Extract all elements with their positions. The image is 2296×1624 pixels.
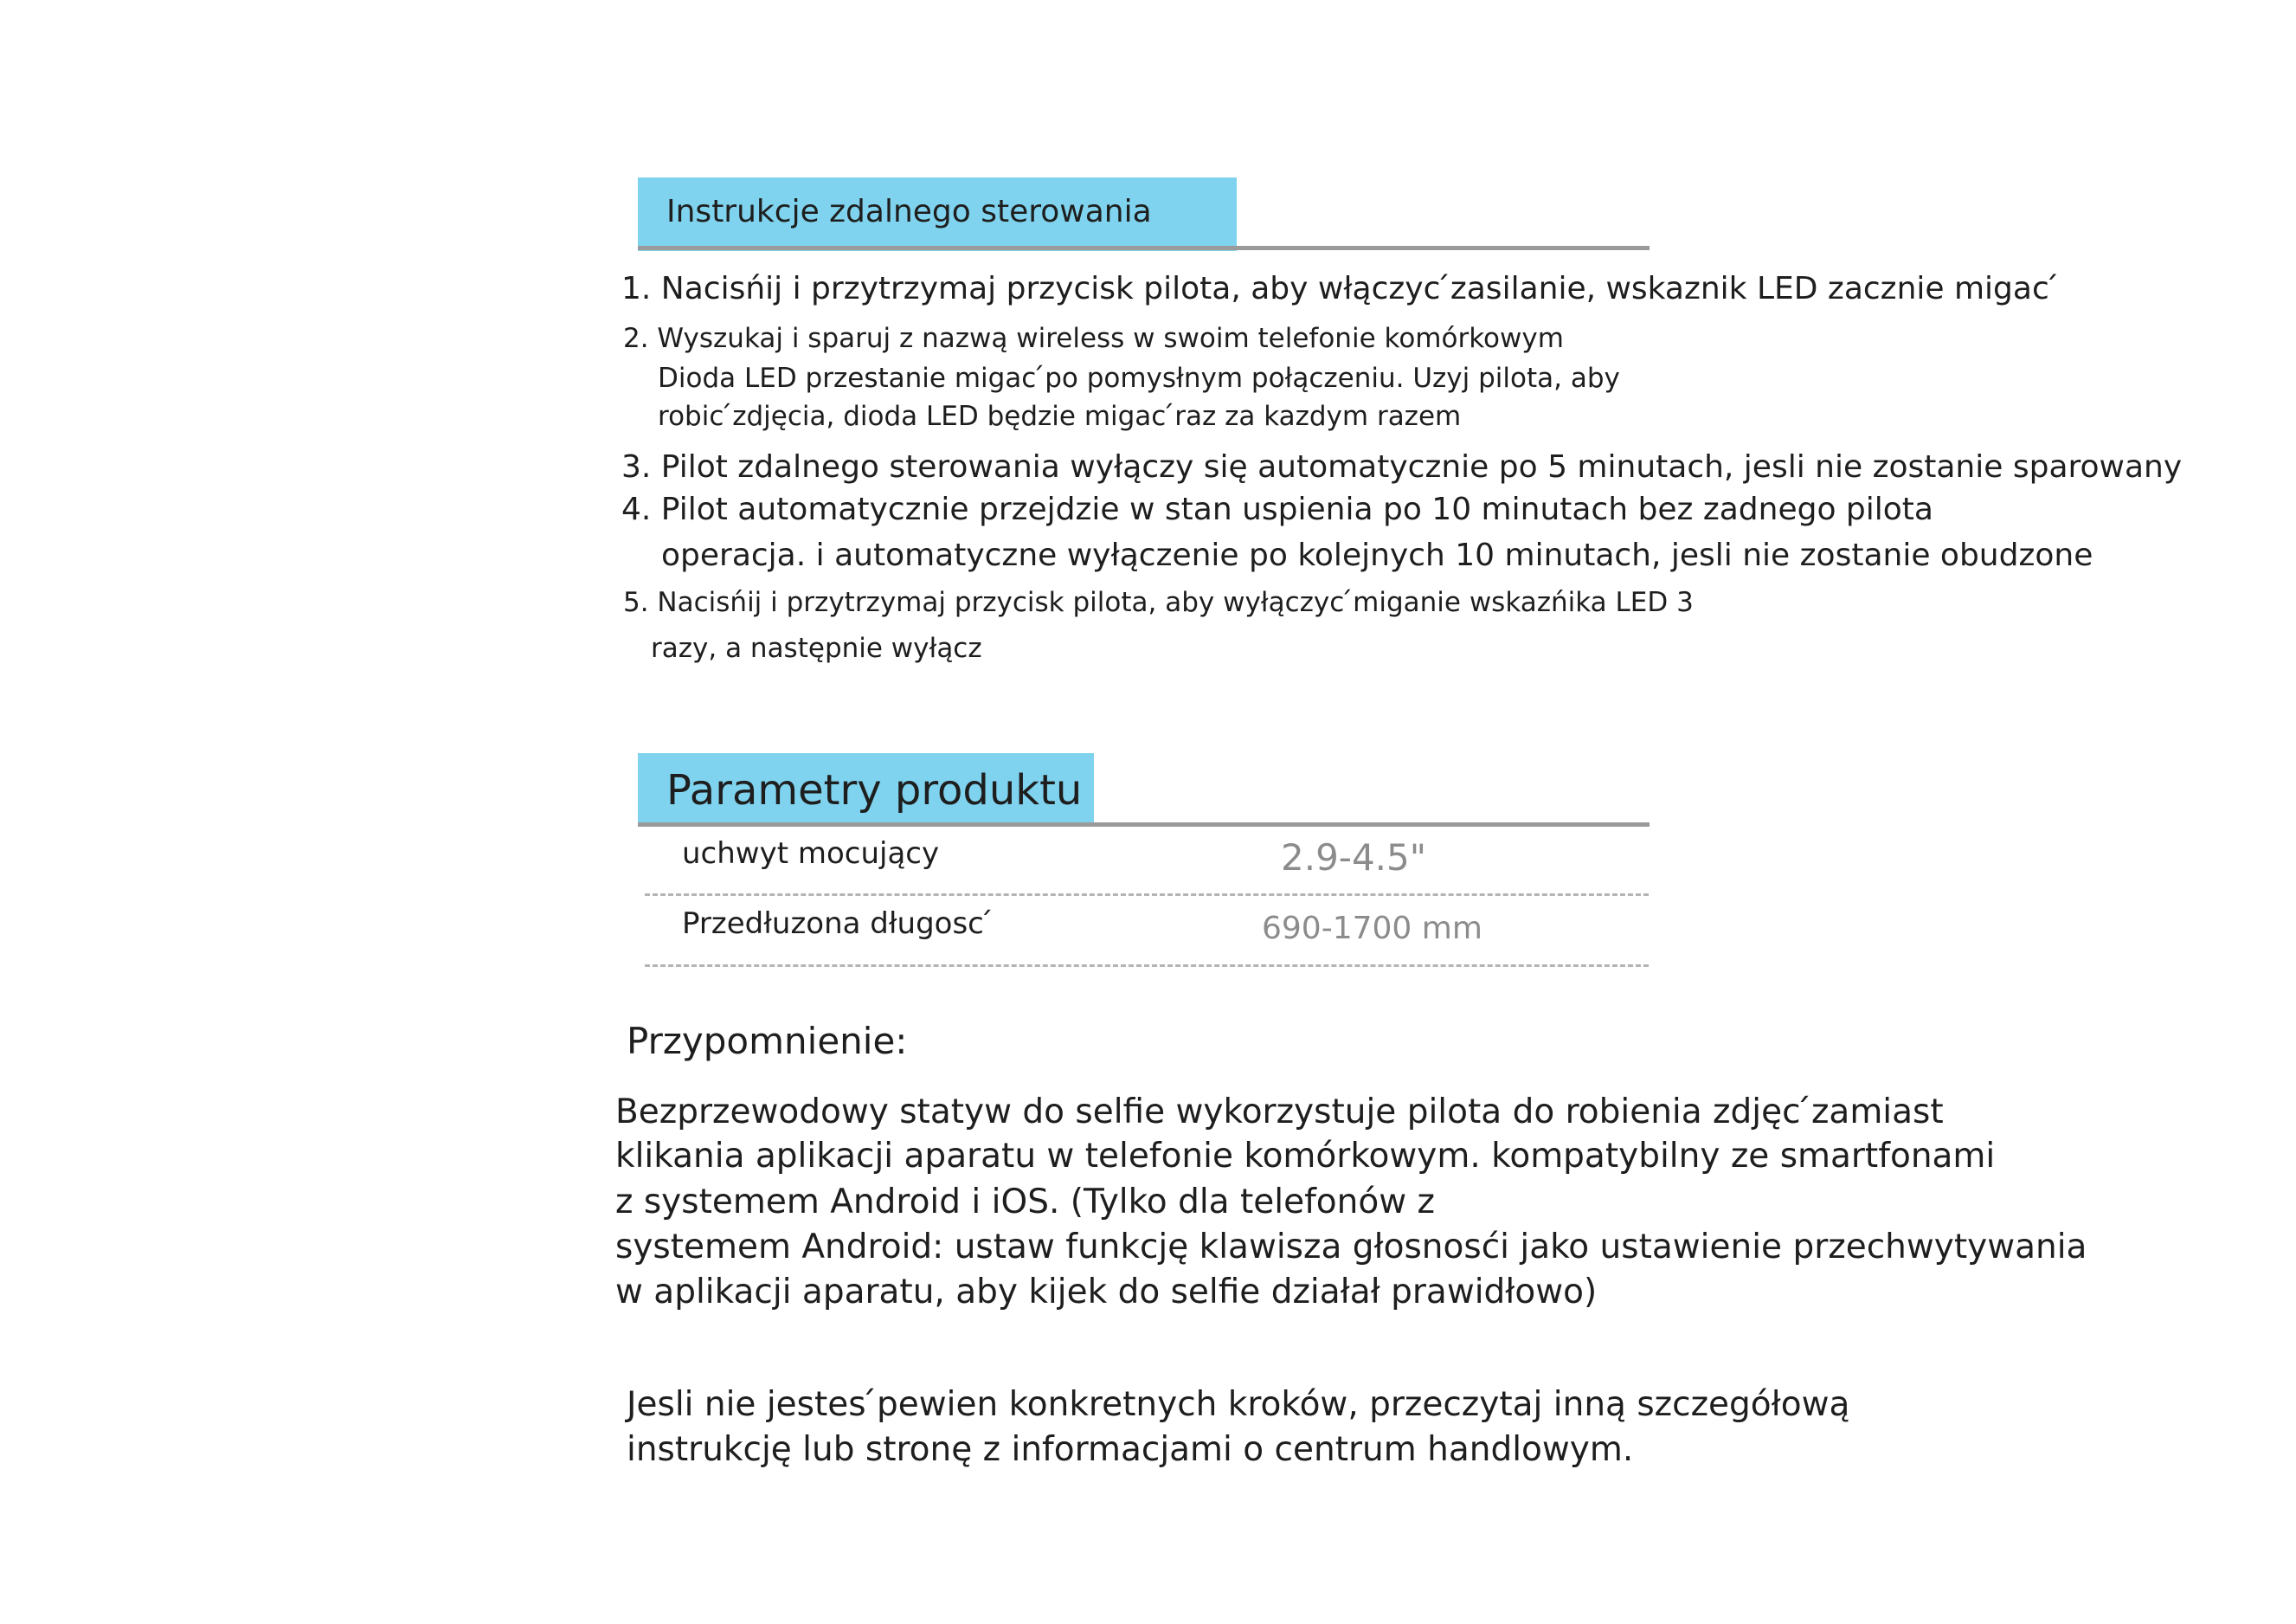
instructions-header-rule bbox=[638, 246, 1650, 250]
instruction-step-2-cont-a: Dioda LED przestanie migac ́po pomysłnym połączeniu. Uzyj pilota, aby bbox=[658, 363, 1620, 394]
instruction-step-3: 3. Pilot zdalnego sterowania wyłączy się automatycznie po 5 minutach, jesli nie zostanie sparowany bbox=[621, 449, 2183, 485]
param-label-length: Przedłuzona długosc ́ bbox=[682, 906, 994, 941]
reminder-line-1: Bezprzewodowy statyw do selfie wykorzystuje pilota do robienia zdjęc ́zamiast bbox=[615, 1092, 1944, 1131]
instruction-step-4: 4. Pilot automatycznie przejdzie w stan uspienia po 10 minutach bez zadnego pilota bbox=[621, 492, 1933, 527]
instruction-step-5: 5. Nacisńij i przytrzymaj przycisk pilota, aby wyłączyc ́miganie wskazńika LED 3 bbox=[623, 587, 1694, 618]
param-divider-2 bbox=[645, 964, 1649, 967]
param-value-length: 690-1700 mm bbox=[1262, 911, 1482, 946]
instruction-step-1: 1. Nacisńij i przytrzymaj przycisk pilota, aby włączyc ́zasilanie, wskaznik LED zacznie migac ́ bbox=[621, 271, 2060, 306]
reminder-title: Przypomnienie: bbox=[627, 1020, 908, 1062]
reminder-line-3: z systemem Android i iOS. (Tylko dla telefonów z bbox=[615, 1183, 1436, 1221]
instruction-step-2-cont-b: robic ́zdjęcia, dioda LED będzie migac ́raz za kazdym razem bbox=[658, 401, 1462, 432]
instruction-step-4-cont: operacja. i automatyczne wyłączenie po kolejnych 10 minutach, jesli nie zostanie obudzone bbox=[661, 538, 2093, 573]
parameters-header-rule bbox=[638, 822, 1650, 827]
reminder-line-4: systemem Android: ustaw funkcję klawisza głosnosći jako ustawienie przechwytywania bbox=[615, 1228, 2087, 1266]
reminder-line-5: w aplikacji aparatu, aby kijek do selfie działał prawidłowo) bbox=[615, 1273, 1598, 1311]
parameters-header-title: Parametry produktu bbox=[666, 766, 1083, 815]
param-value-mount: 2.9-4.5" bbox=[1281, 836, 1427, 879]
instruction-step-5-cont: razy, a następnie wyłącz bbox=[651, 633, 982, 664]
reminder-line-2: klikania aplikacji aparatu w telefonie komórkowym. kompatybilny ze smartfonami bbox=[615, 1137, 1996, 1176]
instruction-step-2: 2. Wyszukaj i sparuj z nazwą wireless w swoim telefonie komórkowym bbox=[623, 323, 1564, 354]
param-divider-1 bbox=[645, 893, 1649, 896]
note-line-1: Jesli nie jestes ́pewien konkretnych kroków, przeczytaj inną szczegółową bbox=[627, 1385, 1850, 1424]
instructions-header-title: Instrukcje zdalnego sterowania bbox=[666, 194, 1152, 229]
param-label-mount: uchwyt mocujący bbox=[682, 836, 940, 871]
note-line-2: instrukcję lub stronę z informacjami o centrum handlowym. bbox=[627, 1430, 1634, 1469]
